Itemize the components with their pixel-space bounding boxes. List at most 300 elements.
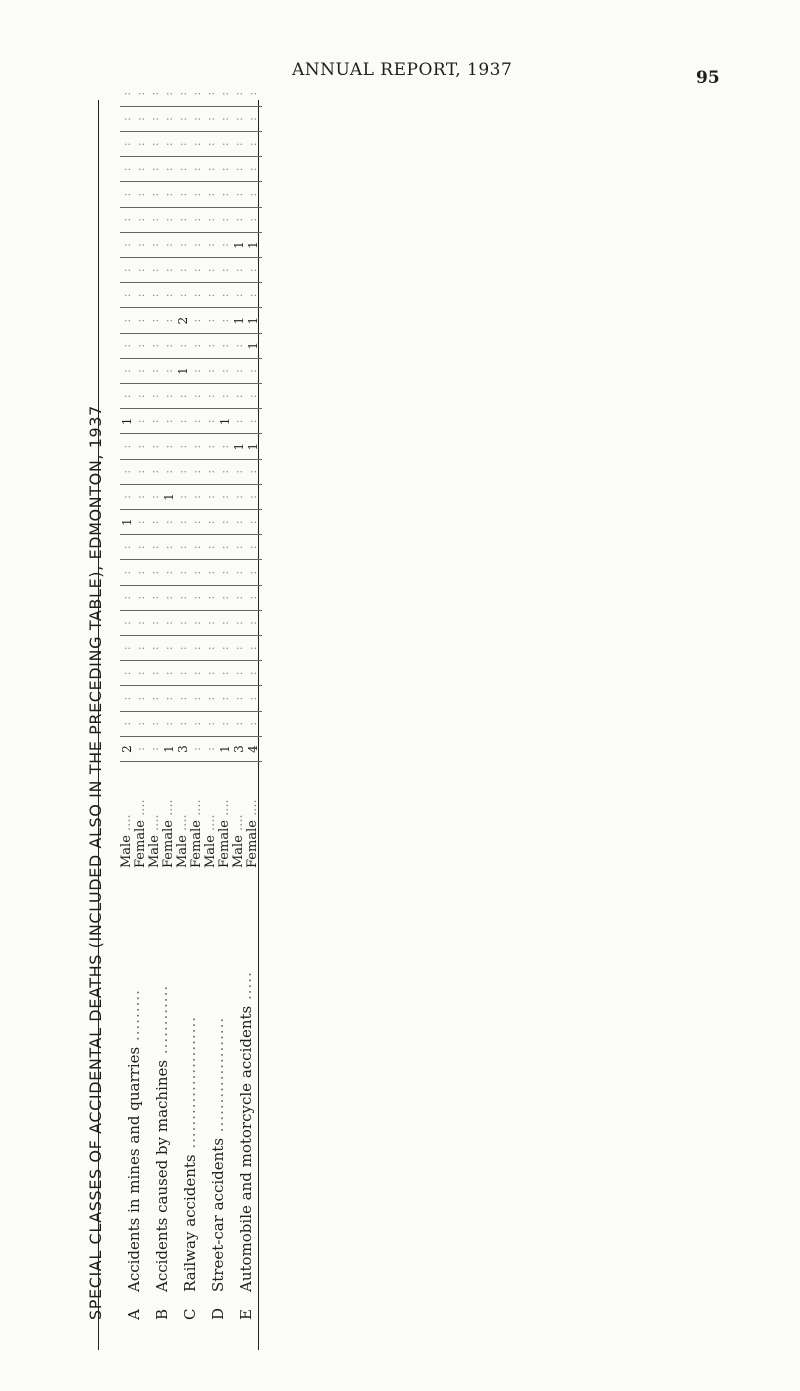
table-cell: : <box>162 444 175 449</box>
table-cell: : <box>190 570 203 575</box>
table-cell: 1 <box>176 367 190 375</box>
table-cell: : <box>148 394 161 399</box>
table-cell: : <box>148 268 161 273</box>
table-cell: 1 <box>232 442 246 451</box>
table-cell: 1 <box>232 316 246 325</box>
rotated-table <box>60 80 260 1320</box>
table-cell: : <box>190 217 203 222</box>
table-cell: : <box>162 192 175 197</box>
table-cell: 1 <box>218 745 232 753</box>
row-leader-dots: ..... <box>237 971 255 1006</box>
table-cell: : <box>120 621 133 625</box>
table-cell: : <box>134 419 147 424</box>
table-cell: : <box>218 369 231 373</box>
table-cell: : <box>120 570 133 575</box>
table-cell: : <box>218 495 231 499</box>
table-cell: : <box>218 293 231 298</box>
table-cell: : <box>148 696 161 701</box>
table-cell: : <box>204 696 217 701</box>
table-cell: : <box>120 469 133 474</box>
row-leader-dots: ......... <box>125 989 143 1047</box>
table-cell: : <box>204 570 217 575</box>
table-cell: : <box>232 646 245 651</box>
table-column <box>120 661 260 685</box>
table-cell: : <box>176 91 189 96</box>
table-cell: : <box>232 343 245 348</box>
table-cell: : <box>190 621 203 625</box>
table-cell: : <box>120 318 133 323</box>
table-cell: : <box>204 721 217 726</box>
table-cell: : <box>162 394 175 399</box>
table-cell: : <box>190 343 203 348</box>
table-column <box>120 485 260 509</box>
column-rule <box>120 534 262 535</box>
table-cell: : <box>204 142 217 147</box>
table-cell: : <box>246 142 259 147</box>
table-column <box>120 132 260 156</box>
sex-label-dots: .... <box>175 814 190 836</box>
table-cell: : <box>218 167 231 172</box>
table-cell: : <box>148 293 161 298</box>
table-cell: : <box>162 343 175 348</box>
table-cell: : <box>120 192 133 197</box>
table-cell: : <box>176 520 189 525</box>
table-column <box>120 561 260 585</box>
table-cell: : <box>218 520 231 525</box>
table-cell: : <box>148 243 161 247</box>
table-cell: : <box>232 595 245 600</box>
column-rule <box>120 635 262 636</box>
table-cell: : <box>218 621 231 625</box>
table-cell: : <box>218 192 231 197</box>
sex-label <box>120 778 134 868</box>
page-number: 95 <box>696 68 720 88</box>
column-rule <box>120 131 262 132</box>
table-cell: : <box>176 117 189 121</box>
table-cell: : <box>204 217 217 222</box>
column-rule <box>120 156 262 157</box>
table-cell: : <box>134 243 147 247</box>
table-cell: : <box>162 646 175 651</box>
table-cell: : <box>218 444 231 449</box>
table-cell: 1 <box>162 745 176 753</box>
table-cell: : <box>190 243 203 247</box>
table-cell: : <box>190 545 203 550</box>
table-column <box>120 636 260 660</box>
table-cell: : <box>246 369 259 373</box>
column-rule <box>120 383 262 384</box>
table-cell: : <box>162 369 175 373</box>
table-cell: : <box>134 343 147 348</box>
table-cell: : <box>246 696 259 701</box>
table-cell: : <box>148 217 161 222</box>
table-cell: : <box>134 696 147 701</box>
row-letter: E <box>237 1309 255 1320</box>
table-column <box>120 712 260 736</box>
table-cell: : <box>218 545 231 550</box>
row-label-text: Railway accidents <box>181 1154 199 1292</box>
table-column <box>120 82 260 106</box>
table-cell: : <box>246 117 259 121</box>
column-rule <box>120 484 262 485</box>
table-cell: : <box>134 192 147 197</box>
table-cell: : <box>204 646 217 651</box>
column-rule <box>120 333 262 334</box>
table-cell: : <box>176 696 189 701</box>
table-cell: : <box>162 696 175 701</box>
sex-label-dots: .... <box>133 799 148 821</box>
row-letter: B <box>153 1308 171 1320</box>
table-cell: 1 <box>246 241 260 249</box>
table-cell: : <box>246 570 259 575</box>
table-cell: : <box>120 495 133 499</box>
table-cell: : <box>148 318 161 323</box>
table-cell: : <box>120 671 133 676</box>
table-cell: : <box>148 495 161 499</box>
row-labels <box>120 880 260 1320</box>
table-cell: : <box>232 268 245 273</box>
table-cell: : <box>134 217 147 222</box>
table-cell: 1 <box>232 241 246 249</box>
table-cell: : <box>190 268 203 273</box>
sex-label-text: Male <box>119 835 134 868</box>
table-cell: : <box>204 621 217 625</box>
column-rule <box>120 459 262 460</box>
table-cell: : <box>204 469 217 474</box>
table-cell: : <box>218 142 231 147</box>
row-label <box>148 880 176 1320</box>
table-cell: 4 <box>246 745 260 753</box>
table-cell: : <box>218 243 231 247</box>
table-cell: : <box>232 293 245 298</box>
table-cell: : <box>246 293 259 298</box>
table-cell: : <box>246 419 259 424</box>
table-cell: : <box>218 268 231 273</box>
table-cell: : <box>134 671 147 676</box>
table-cell: : <box>246 545 259 550</box>
table-cell: : <box>148 192 161 197</box>
table-cell: : <box>134 495 147 499</box>
sex-column <box>120 778 260 868</box>
table-cell: : <box>232 721 245 726</box>
table-cell: : <box>120 117 133 121</box>
table-cell: : <box>246 217 259 222</box>
table-cell: : <box>176 469 189 474</box>
sex-label-text: Female <box>245 820 260 868</box>
table-cell: : <box>246 495 259 499</box>
column-rule <box>120 660 262 661</box>
table-cell: : <box>134 444 147 449</box>
table-cell: 2 <box>176 316 190 325</box>
table-cell: : <box>218 646 231 651</box>
table-cell: : <box>190 495 203 499</box>
table-column <box>120 334 260 358</box>
table-cell: : <box>162 293 175 298</box>
table-cell: 1 <box>246 342 260 350</box>
table-cell: : <box>162 520 175 525</box>
column-rule <box>120 181 262 182</box>
table-cell: : <box>176 293 189 298</box>
table-cell: : <box>134 142 147 147</box>
table-cell: : <box>134 293 147 298</box>
table-cell: : <box>190 469 203 474</box>
table-cell: : <box>176 646 189 651</box>
table-cell: : <box>148 444 161 449</box>
table-cell: : <box>162 117 175 121</box>
table-cell: 1 <box>162 493 176 501</box>
column-rule <box>120 559 262 560</box>
table-cell: : <box>162 91 175 96</box>
table-cell: : <box>190 167 203 172</box>
table-title: SPECIAL CLASSES OF ACCIDENTAL DEATHS (INCLUDED ALSO IN THE PRECEDING TABLE), EDMONTON, 1937 <box>86 405 105 1320</box>
sex-label-text: Male <box>231 835 246 868</box>
table-cell: : <box>204 91 217 96</box>
sex-label <box>148 778 162 868</box>
table-cell: : <box>148 91 161 96</box>
column-rule <box>120 585 262 586</box>
row-label-text: Accidents in mines and quarries <box>125 1046 143 1292</box>
table-cell: : <box>218 469 231 474</box>
table-cell: : <box>218 318 231 323</box>
table-cell: : <box>190 192 203 197</box>
table-cell: 1 <box>120 417 134 426</box>
table-cell: : <box>232 671 245 676</box>
table-cell: : <box>148 747 161 751</box>
table-cell: : <box>176 268 189 273</box>
table-column <box>120 359 260 383</box>
table-cell: : <box>134 747 147 751</box>
table-column <box>120 535 260 559</box>
table-cell: : <box>176 570 189 575</box>
table-cell: : <box>134 91 147 96</box>
column-rule <box>120 207 262 208</box>
table-cell: : <box>148 570 161 575</box>
column-rule <box>120 106 262 107</box>
sex-label-dots: .... <box>147 814 162 836</box>
table-cell: : <box>120 646 133 651</box>
table-cell: : <box>120 696 133 701</box>
table-cell: : <box>162 142 175 147</box>
sex-label-text: Female <box>161 820 176 868</box>
table-cell: : <box>232 469 245 474</box>
table-cell: : <box>148 545 161 550</box>
sex-label-dots: .... <box>245 799 260 821</box>
table-cell: : <box>218 343 231 348</box>
table-cell: : <box>232 142 245 147</box>
table-cell: : <box>120 343 133 348</box>
table-cell: : <box>190 369 203 373</box>
table-cell: 1 <box>218 417 232 426</box>
table-column <box>120 409 260 433</box>
table-cell: : <box>204 545 217 550</box>
table-cell: : <box>190 91 203 96</box>
table-cell: : <box>162 469 175 474</box>
table-cell: : <box>176 595 189 600</box>
table-cell: : <box>204 671 217 676</box>
table-cell: : <box>246 167 259 172</box>
column-rule <box>120 257 262 258</box>
table-cell: : <box>218 91 231 96</box>
table-cell: : <box>232 394 245 399</box>
column-rule <box>120 282 262 283</box>
table-cell: : <box>176 495 189 499</box>
column-rule <box>120 761 262 762</box>
sex-label-text: Female <box>133 820 148 868</box>
table-cell: : <box>176 394 189 399</box>
table-cell: : <box>162 621 175 625</box>
column-rule <box>120 433 262 434</box>
table-cell: 3 <box>232 745 246 753</box>
table-column <box>120 510 260 534</box>
sex-label-dots: .... <box>189 799 204 821</box>
table-cell: : <box>232 570 245 575</box>
table-cell: : <box>162 671 175 676</box>
table-cell: : <box>148 167 161 172</box>
row-label <box>176 880 204 1320</box>
table-cell: : <box>204 167 217 172</box>
table-cell: 2 <box>120 745 134 753</box>
table-cell: : <box>120 217 133 222</box>
table-cell: : <box>162 268 175 273</box>
column-rule <box>120 736 262 737</box>
table-cell: : <box>120 142 133 147</box>
column-rule <box>120 358 262 359</box>
table-cell: : <box>134 469 147 474</box>
table-cell: : <box>218 117 231 121</box>
table-cell: : <box>246 520 259 525</box>
table-cell: : <box>162 545 175 550</box>
table-cell: : <box>204 293 217 298</box>
column-rule <box>120 711 262 712</box>
table-cell: : <box>148 142 161 147</box>
table-cell: : <box>176 671 189 676</box>
table-cell: : <box>134 570 147 575</box>
table-cell: : <box>176 721 189 726</box>
table-column <box>120 233 260 257</box>
table-cell: : <box>148 520 161 525</box>
table-cell: : <box>134 646 147 651</box>
table-cell: : <box>232 369 245 373</box>
table-cell: : <box>148 671 161 676</box>
table-cell: : <box>162 243 175 247</box>
row-leader-dots: ....................... <box>181 1015 199 1155</box>
table-cell: 1 <box>120 518 134 527</box>
table-column <box>120 384 260 408</box>
column-rule <box>120 685 262 686</box>
table-cell: : <box>176 217 189 222</box>
table-cell: : <box>162 318 175 323</box>
table-cell: : <box>134 318 147 323</box>
table-cell: : <box>176 167 189 172</box>
table-cell: : <box>134 621 147 625</box>
table-cell: : <box>246 469 259 474</box>
column-rule <box>120 307 262 308</box>
column-rule <box>120 232 262 233</box>
table-column <box>120 309 260 333</box>
table-cell: : <box>148 369 161 373</box>
table-cell: 1 <box>246 316 260 325</box>
table-cell: : <box>120 545 133 550</box>
sex-label-text: Male <box>147 835 162 868</box>
table-column <box>120 107 260 131</box>
table-cell: : <box>232 419 245 424</box>
table-column <box>120 586 260 610</box>
table-cell: : <box>218 570 231 575</box>
table-cell: : <box>176 419 189 424</box>
table-cell: : <box>218 721 231 726</box>
table-cell: : <box>204 192 217 197</box>
column-rule <box>120 509 262 510</box>
sex-label-text: Male <box>203 835 218 868</box>
table-column <box>120 183 260 207</box>
table-cell: : <box>232 167 245 172</box>
table-cell: : <box>204 268 217 273</box>
table-cell: : <box>134 545 147 550</box>
table-cell: : <box>148 343 161 348</box>
row-letter: A <box>125 1309 143 1320</box>
table-cell: : <box>190 721 203 726</box>
sex-label-dots: .... <box>161 799 176 821</box>
table-cell: : <box>190 394 203 399</box>
table-cell: : <box>190 117 203 121</box>
table-cell: : <box>120 167 133 172</box>
table-cell: : <box>176 343 189 348</box>
table-cell: : <box>204 394 217 399</box>
column-rule <box>120 408 262 409</box>
sex-label <box>246 778 260 868</box>
table-cell: : <box>190 318 203 323</box>
table-cell: : <box>246 721 259 726</box>
table-cell: : <box>190 696 203 701</box>
table-cell: : <box>218 595 231 600</box>
table-cell: : <box>246 671 259 676</box>
table-cell: : <box>120 369 133 373</box>
table-cell: : <box>204 117 217 121</box>
table-cell: : <box>148 117 161 121</box>
row-label-text: Street-car accidents <box>209 1137 227 1292</box>
table-cell: : <box>134 268 147 273</box>
table-cell: : <box>134 721 147 726</box>
table-cell: : <box>190 671 203 676</box>
table-cell: : <box>120 91 133 96</box>
table-cell: : <box>190 747 203 751</box>
table-cell: : <box>204 595 217 600</box>
table-cell: : <box>232 117 245 121</box>
sex-label <box>162 778 176 868</box>
table-body <box>92 80 260 1320</box>
table-column <box>120 687 260 711</box>
table-cell: : <box>134 117 147 121</box>
table-cell: : <box>176 444 189 449</box>
table-cell: : <box>162 721 175 726</box>
sex-label <box>204 778 218 868</box>
table-cell: : <box>148 621 161 625</box>
table-cell: : <box>148 721 161 726</box>
page-header-title: ANNUAL REPORT, 1937 <box>292 60 513 80</box>
table-cell: : <box>246 621 259 625</box>
table-cell: : <box>218 671 231 676</box>
table-cell: : <box>204 343 217 348</box>
table-cell: : <box>232 696 245 701</box>
sex-label <box>218 778 232 868</box>
table-cell: : <box>218 217 231 222</box>
table-column <box>120 460 260 484</box>
table-cell: : <box>204 495 217 499</box>
row-leader-dots: ............ <box>153 984 171 1060</box>
row-letter: C <box>181 1308 199 1320</box>
table-cell: : <box>190 646 203 651</box>
table-cell: : <box>190 520 203 525</box>
